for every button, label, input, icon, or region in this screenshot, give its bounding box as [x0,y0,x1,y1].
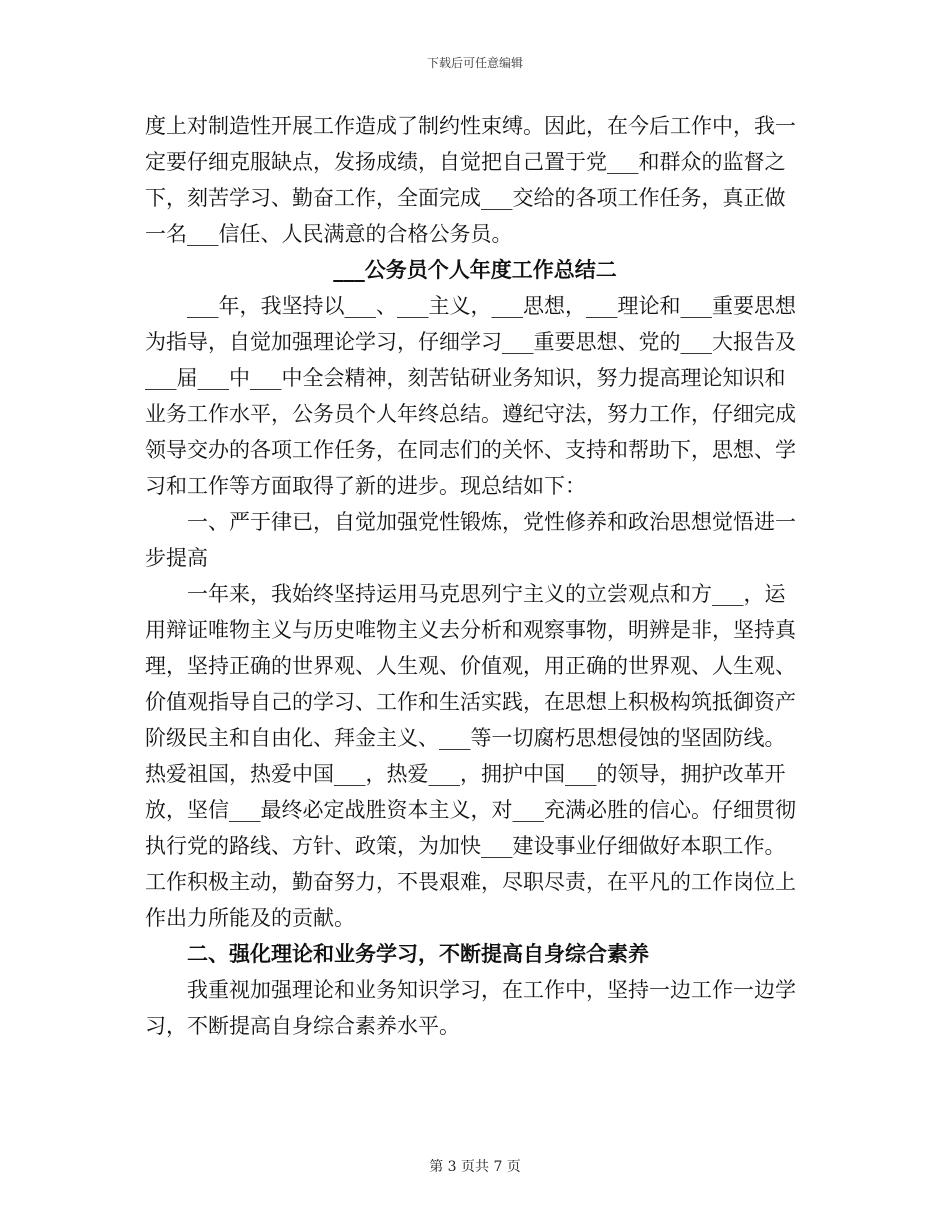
paragraph-continuation: 度上对制造性开展工作造成了制约性束缚。因此，在今后工作中，我一定要仔细克服缺点，发扬成绩，自觉把自己置于党___和群众的监督之下，刻苦学习、勤奋工作，全面完成___交给的各项工作任务，真正做一名___信任、人民满意的合格公务员。 [145,114,796,246]
heading-two: 二、强化理论和业务学习，不断提高自身综合素养 [187,941,649,966]
heading-one: 一、严于律已，自觉加强党性锻炼，党性修养和政治思想觉悟进一步提高 [145,510,796,570]
page-footer: 第 3 页共 7 页 [429,1159,521,1175]
paragraph-heading-one-body: 一年来，我始终坚持运用马克思列宁主义的立尝观点和方___，运用辩证唯物主义与历史唯物主义去分析和观察事物，明辨是非，坚持真理，坚持正确的世界观、人生观、价值观，用正确的世界观、人生观、价值观指导自己的学习、工作和生活实践，在思想上积极构筑抵御资产阶级民主和自由化、拜金主义、___等一切腐朽思想侵蚀的坚固防线。热爱祖国，热爱中国___，热爱___，拥护中国___的领导，拥护改革开放，坚信___最终必定战胜资本主义，对___充满必胜的信心。仔细贯彻执行党的路线、方针、政策，为加快___建设事业仔细做好本职工作。工作积极主动，勤奋努力，不畏艰难，尽职尽责，在平凡的工作岗位上作出力所能及的贡献。 [145,582,796,930]
document-body [145,108,805,1044]
section-title: ___公务员个人年度工作总结二 [333,257,617,282]
paragraph-heading-two-body: 我重视加强理论和业务知识学习，在工作中，坚持一边工作一边学习，不断提高自身综合素养水平。 [145,978,796,1038]
page-header: 下载后可任意编辑 [426,56,523,70]
paragraph-intro: ___年，我坚持以___、___主义，___思想，___理论和___重要思想为指导，自觉加强理论学习，仔细学习___重要思想、党的___大报告及___届___中___中全会精神，刻苦钻研业务知识，努力提高理论知识和业务工作水平，公务员个人年终总结。遵纪守法，努力工作，仔细完成领导交办的各项工作任务，在同志们的关怀、支持和帮助下，思想、学习和工作等方面取得了新的进步。现总结如下： [145,294,796,498]
